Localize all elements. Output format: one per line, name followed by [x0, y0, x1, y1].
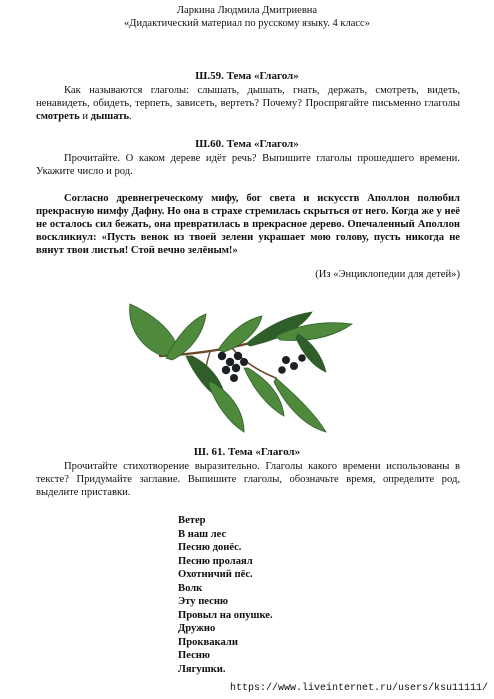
poem-line: Охотничий пёс. [178, 569, 253, 580]
berry [298, 354, 306, 362]
poem-line: Песню пролаял [178, 555, 253, 567]
exercise-59-bold-verb-1: смотреть [36, 111, 80, 122]
berry [232, 364, 240, 372]
poem-line: Лягушки. [178, 663, 226, 675]
laurel-leaves [130, 304, 352, 432]
exercise-59-text-start: Как называются глаголы: слышать, дышать, гнать, держать, смотреть, видеть, ненавидеть, обидеть, терпеть, зависеть, вертеть? Почему? Проспрягайте письменно глаголы [36, 85, 460, 109]
laurel-branch-illustration [126, 298, 362, 438]
berry [282, 356, 290, 364]
berry [226, 358, 234, 366]
leaf [244, 368, 284, 416]
exercise-61-instruction: Прочитайте стихотворение выразительно. Глаголы какого времени использованы в тексте? Придумайте заглавие. Выпишите глаголы, обозначьте время, определите род, выделите приставки. [36, 461, 460, 498]
berry [234, 352, 242, 360]
exercise-59-heading: Ш.59. Тема «Глагол» [195, 70, 299, 82]
document-subtitle: «Дидактический материал по русскому языку. 4 класс» [124, 18, 370, 29]
poem-line: Провыл на опушке. [178, 609, 273, 621]
leaf [208, 382, 244, 432]
berry [230, 374, 238, 382]
berry [278, 366, 286, 374]
poem-line: Дружно [178, 623, 216, 634]
exercise-60-instruction: Прочитайте. О каком дереве идёт речь? Выпишите глаголы прошедшего времени. Укажите число и род. [36, 153, 460, 177]
exercise-60-story: Согласно древнегреческому мифу, бог света и искусств Аполлон полюбил прекрасную нимфу Дафну. Но она в страхе стремилась скрыться от него. Когда же у неё не осталось сил бежать, она превратилась в прекрасное дерево. Опечаленный Аполлон воскликнул: «Пусть венок из твоей зелени украшает мою голову, пусть никогда не вянут твои листья! Стой вечно зелёным!» [36, 193, 460, 256]
exercise-60-heading: Ш.60. Тема «Глагол» [195, 138, 299, 150]
exercise-59-text-end: . [129, 111, 132, 122]
poem-line: Волк [178, 582, 203, 594]
author-name: Ларкина Людмила Дмитриевна [176, 5, 318, 16]
footer-url: https://www.liveinternet.ru/users/ksu11111/ [229, 683, 488, 694]
exercise-61-heading: Ш. 61. Тема «Глагол» [193, 446, 301, 458]
berry [240, 358, 248, 366]
poem-line: В наш лес [178, 528, 227, 540]
poem-line: Песню [178, 650, 210, 661]
exercise-59-text [36, 84, 460, 123]
poem-line: Эту песню [178, 596, 229, 607]
exercise-59-connector: и [79, 111, 91, 122]
poem-line: Ветер [178, 515, 206, 526]
poem-line: Проквакали [178, 636, 238, 648]
berry [290, 362, 298, 370]
exercise-61-poem [178, 514, 273, 676]
exercise-59-bold-verb-2: дышать [90, 111, 130, 122]
berry [222, 366, 230, 374]
poem-line: Песню донёс. [178, 542, 242, 553]
berry [218, 352, 226, 360]
exercise-60-source: (Из «Энциклопедии для детей») [315, 269, 460, 280]
